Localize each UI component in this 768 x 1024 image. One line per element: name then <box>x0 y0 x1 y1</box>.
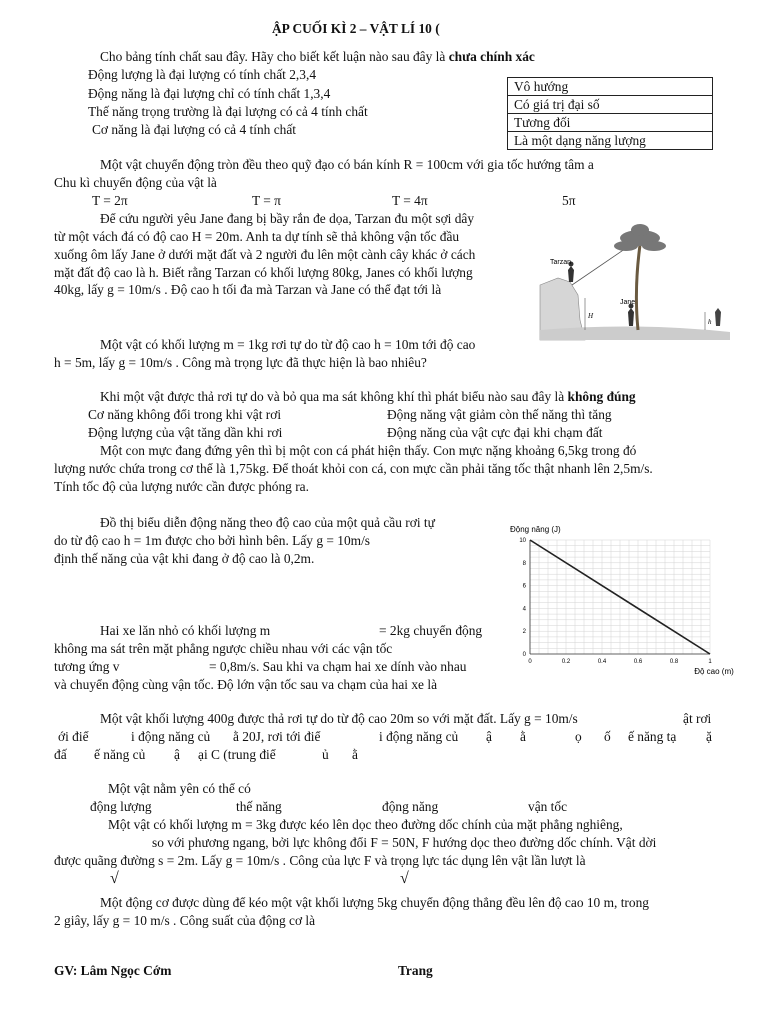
x-tick-label: 0 <box>528 659 532 665</box>
q5-option-b: Động năng vật giảm còn thế năng thì tăng <box>387 407 612 422</box>
footer-teacher: GV: Lâm Ngọc Cớm <box>54 963 172 978</box>
q10-option-a: động lượng <box>90 799 152 814</box>
property-2: Có giá trị đại số <box>508 96 713 114</box>
q3-line-3: xuống ôm lấy Jane ở dưới mặt đất và 2 người đu lên một cành cây khác ở cách <box>54 247 476 262</box>
x-tick-label: 0.6 <box>633 659 643 665</box>
q5-option-a: Cơ năng không đổi trong khi vật rơi <box>88 407 282 422</box>
q6-line-1: Một con mực đang đứng yên thì bị một con cá phát hiện thấy. Con mực nặng khoảng 6,5kg trong đó <box>100 443 637 458</box>
q11-line-2: so với phương ngang, bởi lực không đổi F = 50N, F hướng dọc theo đường dốc chính. Vật dời <box>152 835 657 850</box>
second-person <box>715 308 721 326</box>
q9-line-1b: ật rơi <box>683 711 712 726</box>
q7-line-2: do từ độ cao h = 1m được cho bởi hình bên. Lấy g = 10m/s <box>54 533 371 548</box>
q8-line-1b: = 2kg chuyển động <box>379 623 483 638</box>
q8-line-2: không ma sát trên mặt phẳng ngược chiều nhau với các vận tốc <box>54 641 393 656</box>
q2-option-b: T = π <box>252 193 281 208</box>
q10-option-b: thế năng <box>236 799 282 814</box>
x-tick-label: 0.4 <box>597 659 607 665</box>
q9-fragment-2: i động năng củ <box>131 729 211 744</box>
footer-page-label: Trang <box>398 963 433 978</box>
q1-option-b: Động năng là đại lượng chỉ có tính chất 1,3,4 <box>88 86 331 101</box>
y-tick-label: 0 <box>522 652 526 658</box>
q4-line-2: h = 5m, lấy g = 10m/s . Công mà trọng lực đã thực hiện là bao nhiêu? <box>54 355 427 370</box>
property-3: Tương đối <box>508 114 713 132</box>
tree-trunk <box>636 245 640 330</box>
q9-fragment-16: ằ <box>352 747 358 762</box>
property-table <box>507 77 713 150</box>
q2-option-c: T = 4π <box>392 193 428 208</box>
q9-fragment-6: ằ <box>520 729 526 744</box>
q2-line-1: Một vật chuyển động tròn đều theo quỹ đạo có bán kính R = 100cm với gia tốc hướng tâm a <box>100 157 594 172</box>
q9-fragment-11: đấ <box>54 747 67 762</box>
q9-fragment-13: ậ <box>174 747 180 762</box>
property-4: Là một dạng năng lượng <box>508 132 713 150</box>
q1-option-d: Cơ năng là đại lượng có cả 4 tính chất <box>92 122 296 137</box>
q10-option-c: động năng <box>382 799 439 814</box>
q2-option-a: T = 2π <box>92 193 128 208</box>
q3-line-5: 40kg, lấy g = 10m/s . Độ cao h tối đa mà Tarzan và Jane có thể đạt tới là <box>54 282 442 297</box>
q8-line-3a: tương ứng v <box>54 659 120 674</box>
sqrt-symbol-b: √ <box>400 870 409 887</box>
jane-label: Jane <box>620 299 636 306</box>
y-tick-label: 4 <box>522 606 526 613</box>
y-tick-label: 6 <box>522 583 526 590</box>
q12-line-1: Một động cơ được dùng để kéo một vật khối lượng 5kg chuyển động thẳng đều lên độ cao 10 m, trong <box>100 895 649 910</box>
q11-line-3: được quãng đường s = 2m. Lấy g = 10m/s . Công của lực F và trọng lực tác dụng lên vật lần lượt là <box>54 853 586 868</box>
x-tick-label: 0.8 <box>669 659 679 665</box>
q9-line-1a: Một vật khối lượng 400g được thả rơi tự do từ độ cao 20m so với mặt đất. Lấy g = 10m/s <box>100 711 578 726</box>
q1-option-c: Thế năng trọng trường là đại lượng có cả 4 tính chất <box>88 104 368 119</box>
tarzan-person <box>568 266 574 282</box>
h-label: h <box>708 318 712 326</box>
q11-line-1: Một vật có khối lượng m = 3kg được kéo lên dọc theo đường dốc chính của mặt phẳng nghiêng, <box>108 817 623 832</box>
y-tick-label: 10 <box>519 538 526 544</box>
ground-shape <box>540 326 730 340</box>
sqrt-symbol-a: √ <box>110 870 119 887</box>
q4-line-1: Một vật có khối lượng m = 1kg rơi tự do từ độ cao h = 10m tới độ cao <box>100 337 476 352</box>
x-axis-label: Độ cao (m) <box>694 667 734 676</box>
kinetic-energy-chart <box>506 522 768 676</box>
q9-fragment-7: ọ <box>575 729 582 744</box>
q1-stem-text: Cho bảng tính chất sau đây. Hãy cho biết kết luận nào sau đây là <box>100 49 449 64</box>
q9-fragment-8: ố <box>604 729 611 744</box>
q5-stem-text: Khi một vật được thả rơi tự do và bỏ qua ma sát không khí thì phát biểu nào sau đây là <box>100 389 568 404</box>
q10-stem: Một vật nằm yên có thể có <box>108 781 251 796</box>
q2-line-2: Chu kì chuyển động của vật là <box>54 175 217 190</box>
q9-fragment-1: ới điể <box>58 729 89 744</box>
q7-line-3: định thế năng của vật khi đang ở độ cao là 0,2m. <box>54 551 315 566</box>
q12-line-2: 2 giây, lấy g = 10 m/s . Công suất của động cơ là <box>54 913 316 928</box>
jane-person <box>628 308 634 326</box>
q9-fragment-9: ế năng tạ <box>628 729 677 744</box>
q5-option-d: Động năng của vật cực đại khi chạm đất <box>387 425 603 440</box>
q5-stem <box>100 388 636 405</box>
H-label: H <box>588 312 594 320</box>
q3-line-1: Để cứu người yêu Jane đang bị bầy rắn đe dọa, Tarzan đu một sợi dây <box>100 211 475 226</box>
x-tick-label: 0.2 <box>561 659 571 665</box>
q5-stem-emphasis: không đúng <box>567 389 636 404</box>
q9-fragment-4: i động năng củ <box>379 729 459 744</box>
q1-stem <box>100 48 535 65</box>
q9-fragment-12: ế năng củ <box>94 747 146 762</box>
q8-line-3b: = 0,8m/s. Sau khi va chạm hai xe dính vào nhau <box>209 659 467 674</box>
x-tick-label: 1 <box>708 659 712 665</box>
q1-stem-emphasis: chưa chính xác <box>448 49 535 64</box>
property-1: Vô hướng <box>508 78 713 96</box>
q7-line-1: Đồ thị biểu diễn động năng theo độ cao của một quả cầu rơi tự <box>100 515 435 530</box>
q3-line-2: từ một vách đá có độ cao H = 20m. Anh ta dự tính sẽ thả không vận tốc đầu <box>54 229 460 244</box>
q9-fragment-15: ủ <box>322 747 329 762</box>
q3-line-4: mặt đất độ cao là h. Biết rằng Tarzan có khối lượng 80kg, Janes có khối lượng <box>54 265 473 280</box>
q10-option-d: vận tốc <box>528 799 568 814</box>
q8-line-4: và chuyển động cùng vận tốc. Độ lớn vận tốc sau va chạm của hai xe là <box>54 677 438 692</box>
q9-fragment-10: ặ <box>706 729 712 744</box>
q9-fragment-14: ại C (trung điể <box>198 747 276 762</box>
page-title: ẬP CUỐI KÌ 2 – VẬT LÍ 10 ( <box>272 21 440 36</box>
y-axis-label: Động năng (J) <box>510 525 561 534</box>
q9-fragment-5: ậ <box>486 729 492 744</box>
q2-option-d: 5π <box>562 193 576 208</box>
q9-fragment-3: ằ 20J, rơi tới điể <box>233 729 321 744</box>
q5-option-c: Động lượng của vật tăng dần khi rơi <box>88 425 283 440</box>
q8-line-1a: Hai xe lăn nhỏ có khối lượng m <box>100 623 271 638</box>
q6-line-2: lượng nước chứa trong cơ thể là 1,75kg. Để thoát khỏi con cá, con mực cần phải tăng tốc thật nhanh lên 2,5m/s. <box>54 461 653 476</box>
tarzan-label: Tarzan <box>550 259 572 266</box>
q6-line-3: Tính tốc độ của lượng nước cần được phóng ra. <box>54 479 309 494</box>
q1-option-a: Động lượng là đại lượng có tính chất 2,3,4 <box>88 67 317 82</box>
y-tick-label: 8 <box>522 560 526 567</box>
y-tick-label: 2 <box>522 629 526 636</box>
tarzan-figure <box>540 200 730 340</box>
